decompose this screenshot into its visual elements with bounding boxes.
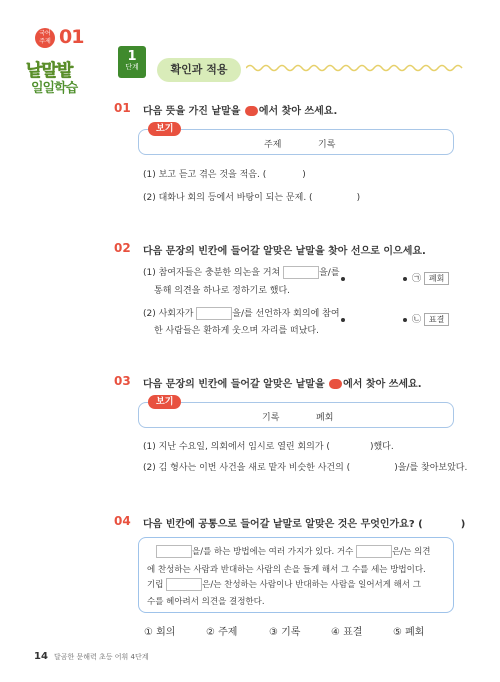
q3-number: 03 (114, 374, 131, 388)
q1-bogi-box (138, 129, 454, 155)
q1-item-2-text: (2) 대화나 회의 등에서 바탕이 되는 문제. ( (143, 193, 313, 203)
q3-text (143, 375, 422, 390)
wave-decoration (246, 63, 468, 73)
q4-blank-3[interactable] (166, 578, 202, 591)
q3-item-1-pre: (1) 지난 수요일, 의회에서 임시로 열린 회의가 ( (143, 442, 330, 452)
q3-text-pre: 다음 문장의 빈칸에 들어갈 알맞은 낱말을 (143, 379, 325, 390)
q2-item-2-line-b: 한 사람들은 환하게 웃으며 자리를 떠났다. (154, 326, 319, 336)
q2-option-1-mark: ㉠ (412, 274, 422, 284)
q4-p3-post: 은/는 찬성하는 사람이나 반대하는 사람을 일어서게 해서 그 (202, 580, 421, 590)
q2-item-1-blank[interactable] (283, 266, 319, 279)
q3-word-2: 폐회 (316, 413, 334, 423)
section-title: 확인과 적용 (157, 58, 241, 82)
q2-item-2-line-a (143, 306, 340, 320)
q1-word-2: 기록 (318, 140, 336, 150)
q4-blank-2[interactable] (356, 545, 392, 558)
q4-choice-3[interactable]: ③ 기록 (269, 627, 301, 638)
q3-item-2-pre: (2) 김 형사는 이번 사건을 새로 맡자 비슷한 사건의 ( (143, 463, 351, 473)
q4-choice-1[interactable]: ① 회의 (144, 627, 176, 638)
q3-item-1-post: )했다. (369, 442, 394, 452)
q2-item-1-line-a (143, 265, 340, 279)
q4-passage-line-4: 수를 헤아려서 의견을 결정한다. (147, 597, 265, 607)
q4-p3-pre: 기립 (147, 580, 164, 590)
q4-text (143, 515, 465, 530)
q2-left-dot-2[interactable] (341, 318, 345, 322)
q1-bogi-label: 보기 (148, 122, 181, 136)
q2-item-2-pre: (2) 사회자가 (143, 309, 194, 319)
q2-item-1-post: 을/를 (319, 268, 340, 278)
logo-number: 01 (59, 26, 84, 48)
q1-text-post: 에서 찾아 쓰세요. (258, 106, 338, 117)
q3-word-1: 기록 (262, 413, 280, 423)
q2-item-1-pre: (1) 참여자들은 충분한 의논을 거쳐 (143, 268, 281, 278)
bogi-inline-icon (245, 106, 258, 116)
q3-item-1 (143, 439, 394, 452)
step-number: 1 (127, 49, 137, 64)
q2-option-2-mark: ㉡ (412, 315, 422, 325)
step-tab (118, 46, 146, 78)
q1-item-1-text: (1) 보고 듣고 겪은 것을 적음. ( (143, 170, 267, 180)
q4-blank-1[interactable] (156, 545, 192, 558)
q2-left-dot-1[interactable] (341, 277, 345, 281)
logo-subtitle: 일일학습 (31, 81, 78, 96)
q2-option-2-word: 표결 (424, 313, 449, 326)
q1-number: 01 (114, 101, 131, 115)
q4-p1-post: 을/를 하는 방법에는 여러 가지가 있다. 거수 (192, 547, 354, 557)
page-number: 14 (34, 651, 48, 662)
q1-word-1: 주제 (264, 140, 282, 150)
q1-item-2 (143, 190, 360, 203)
step-label: 단계 (125, 63, 139, 71)
q4-passage-line-3 (147, 578, 421, 591)
q3-bogi-box (138, 402, 454, 428)
q1-text-pre: 다음 뜻을 가진 낱말을 (143, 106, 241, 117)
q2-text: 다음 문장의 빈칸에 들어갈 알맞은 낱말을 찾아 선으로 이으세요. (143, 246, 426, 257)
q4-p1-end: 은/는 의견 (392, 547, 431, 557)
q3-item-2-post: )을/를 찾아보았다. (394, 463, 468, 473)
q2-right-dot-1[interactable] (403, 277, 407, 281)
logo-badge: 국어 주제 (35, 28, 55, 48)
q1-text (143, 102, 337, 117)
q4-text-main: 다음 빈칸에 공통으로 들어갈 낱말로 알맞은 것은 무엇인가요? ( (143, 519, 423, 530)
q4-close: ) (460, 519, 466, 530)
logo-title-art: 낱말밭 (26, 61, 73, 81)
q3-bogi-label: 보기 (148, 395, 181, 409)
q3-text-post: 에서 찾아 쓰세요. (343, 379, 422, 390)
bogi-inline-icon (329, 379, 342, 389)
q4-passage-line-2: 에 찬성하는 사람과 반대하는 사람의 손을 들게 해서 그 수를 세는 방법이다. (147, 565, 426, 575)
q2-option-2 (412, 312, 449, 326)
q2-number: 02 (114, 241, 131, 255)
q4-choice-2[interactable]: ② 주제 (206, 627, 238, 638)
q4-choice-5[interactable]: ⑤ 폐회 (393, 627, 425, 638)
q3-item-2 (143, 460, 467, 473)
q2-right-dot-2[interactable] (403, 318, 407, 322)
q2-option-1 (412, 271, 449, 285)
q1-item-1-close: ) (302, 170, 306, 180)
q2-item-2-post: 을/를 선언하자 회의에 참여 (232, 309, 340, 319)
q2-item-2-blank[interactable] (196, 307, 232, 320)
book-title: 달곰한 문해력 초등 어휘 4단계 (54, 653, 149, 661)
q4-choice-4[interactable]: ④ 표결 (331, 627, 363, 638)
q4-passage-line-1 (156, 545, 431, 558)
q2-item-1-line-b: 통해 의견을 하나로 정하기로 했다. (154, 286, 291, 296)
q2-option-1-word: 폐회 (424, 272, 449, 285)
q1-item-2-close: ) (356, 193, 361, 203)
q1-item-1 (143, 167, 306, 180)
q4-number: 04 (114, 514, 131, 528)
